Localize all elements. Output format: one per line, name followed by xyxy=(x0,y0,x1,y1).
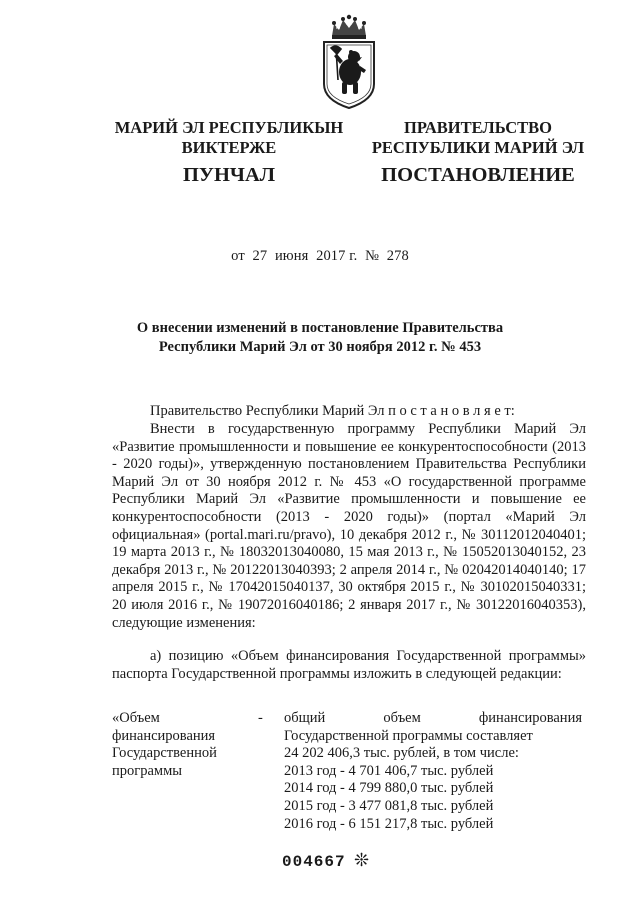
crown-icon xyxy=(332,15,366,39)
subject-line1: О внесении изменений в постановление Правительства xyxy=(136,320,504,336)
header-left xyxy=(96,118,362,158)
coat-of-arms-emblem xyxy=(318,14,380,110)
date-prefix: от xyxy=(231,248,245,264)
header-right-line2: РЕСПУБЛИКИ МАРИЙ ЭЛ xyxy=(371,138,585,157)
date-year: 2017 г. xyxy=(316,248,358,264)
funding-label-line3: Государственной xyxy=(112,745,217,762)
funding-label-line1: «Объем xyxy=(112,710,160,726)
date-month: июня xyxy=(274,248,309,264)
funding-dash: - xyxy=(258,710,263,726)
item-a-paragraph: а) позицию «Объем финансирования Государственной программы» паспорта Государственной программы изложить в следующей редакции: xyxy=(112,648,586,682)
funding-label xyxy=(112,710,242,780)
header-left-line1: МАРИЙ ЭЛ РЕСПУБЛИКЫН xyxy=(114,118,344,137)
funding-label-line2: финансирования xyxy=(112,727,216,744)
decree-date-line xyxy=(0,248,640,265)
header-left-line2: ВИКТЕРЖЕ xyxy=(181,138,277,157)
funding-values xyxy=(284,710,582,833)
date-day: 27 xyxy=(252,248,268,264)
header-right xyxy=(362,118,594,158)
decree-subject xyxy=(100,319,540,357)
funding-label-line4: программы xyxy=(112,762,182,779)
decree-title-mari: ПУНЧАЛ xyxy=(182,164,276,186)
amendment-paragraph: Внести в государственную программу Республики Марий Эл «Развитие промышленности и повышение ее конкурентоспособности (2013 - 2020 годы)», утвержденную постановлением Правительства Республики Марий Эл от 30 ноября 2012 г. № 453 «О государственной программе Республики Марий Эл «Развитие промышленности и повышение ее конкурентоспособности (2013 - 2020 годы)» (портал «Марий Эл официальная» (portal.mari.ru/pravo), 10 декабря 2012 г., № 30112012040401; 19 марта 2013 г., № 18032013040080, 15 мая 2013 г., № 15052013040152, 23 декабря 2013 г., № 20122013040393; 2 апреля 2014 г., № 02042014040140; 17 апреля 2015 г., № 17042015040137, 30 октября 2015 г., № 30102015040331; 20 июля 2016 г., № 19072016040186; 2 января 2017 г., № 30122016040353), следующие изменения: xyxy=(112,421,586,631)
intro-paragraph: Правительство Республики Марий Эл п о с т а н о в л я е т: xyxy=(150,403,515,419)
number-sign: № xyxy=(365,248,380,264)
funding-year-row: 2013 год - 4 701 406,7 тыс. рублей xyxy=(284,762,494,779)
decree-title-russian: ПОСТАНОВЛЕНИЕ xyxy=(381,164,575,186)
subject-line2: Республики Марий Эл от 30 ноября 2012 г. № 453 xyxy=(158,339,482,355)
funding-total-line2: Государственной программы составляет xyxy=(284,727,533,744)
funding-year-row: 2014 год - 4 799 880,0 тыс. рублей xyxy=(284,780,494,797)
funding-year-row: 2015 год - 3 477 081,8 тыс. рублей xyxy=(284,797,494,814)
serial-number: 004667 xyxy=(282,853,346,871)
funding-total-line3: 24 202 406,3 тыс. рублей, в том числе: xyxy=(284,745,519,762)
funding-year-row: 2016 год - 6 151 217,8 тыс. рублей xyxy=(284,815,494,832)
header-right-line1: ПРАВИТЕЛЬСТВО xyxy=(404,118,552,137)
decree-number: 278 xyxy=(386,248,409,264)
ornament-icon: ❊ xyxy=(354,850,370,870)
funding-total-line1: общий объем финансирования xyxy=(284,710,582,726)
